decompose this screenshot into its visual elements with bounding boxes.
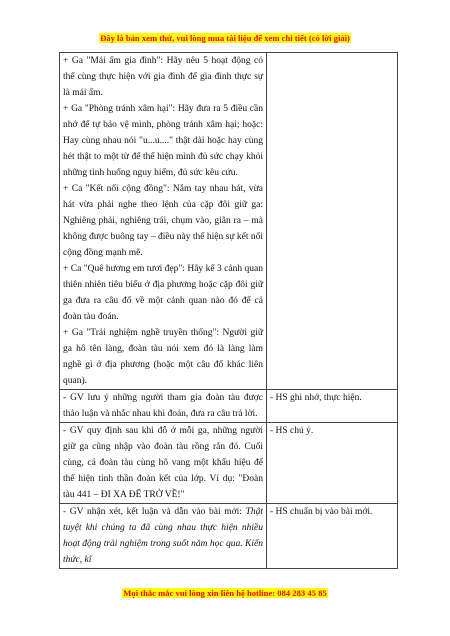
activity-paragraph: + Ca "Kết nối cộng đồng": Nắm tay nhau hát, vừa hát vừa phải nghe theo lệnh của cặp đôi giữ ga: Nghiêng phải, nghiêng trái, chụm vào, giãn ra – mà không được buông tay – điều này thể hiện sự kết nối cộng đồng mạnh mẽ. [63,184,263,258]
preview-notice-banner [0,33,450,43]
hotline-text: Mọi thắc mắc vui lòng xin liên hệ hotline: 084 283 45 85 [123,588,327,598]
lesson-plan-table [59,52,398,569]
preview-notice-text: Đây là bản xem thử, vui lòng mua tài liệu để xem chi tiết (có lời giải) [100,33,350,43]
teacher-activity-cell [60,390,267,423]
activity-paragraph: + Ca "Quê hương em tươi đẹp": Hãy kể 3 cảnh quan thiên nhiên tiêu biểu ở địa phương hoặc cặp đôi giữ ga đưa ra câu đố về một cảnh quan nào đó để cả đoàn tàu đoán. [63,264,263,322]
teacher-activity-cell [60,423,267,504]
table-row [60,390,398,423]
conclusion-italic-text: Thật tuyệt khi chúng ta đã cùng nhau thực hiện nhiều hoạt động trải nghiệm trong suốt năm học qua. Kiến thức, kĩ [63,507,263,565]
student-activity-cell [267,53,398,390]
table-row [60,53,398,390]
table-row [60,504,398,569]
table-row [60,423,398,504]
activity-paragraph: - GV lưu ý những người tham gia đoàn tàu được thảo luận và nhắc nhau khi đoán, đưa ra câu trả lời. [63,393,263,419]
student-activity-cell: - HS ghi nhớ, thực hiện. [267,390,398,423]
activity-paragraph [63,504,263,568]
student-activity-cell: - HS chú ý. [267,423,398,504]
hotline-banner [0,588,450,598]
teacher-activity-cell [60,53,267,390]
activity-paragraph: + Ga "Phòng tránh xâm hại": Hãy đưa ra 5 điều cần nhớ để tự bảo vệ mình, phòng tránh xâm hại; hoặc: Hay cùng nhau nói "u...u...." thật dài hoặc hay cùng hét thật to một từ để thể hiện mình đủ sức chạy khỏi những tình huống nguy hiểm, đủ sức kêu cứu. [63,104,263,178]
activity-paragraph: + Ga "Mái ấm gia đình": Hãy nêu 5 hoạt động có thể cùng thực hiện với gia đình để gia đình thực sự là mái ấm. [63,56,263,98]
conclusion-text: - GV nhận xét, kết luận và dẫn vào bài mới: [63,507,246,517]
student-activity-cell: - HS chuẩn bị vào bài mới. [267,504,398,569]
activity-paragraph: - GV quy định sau khi đỗ ở mỗi ga, những người giữ ga cũng nhập vào đoàn tàu rồng rắn đó. Cuối cùng, cả đoàn tàu cùng hô vang một khẩu hiệu để thể hiện tinh thần đoàn kết của lớp. Ví dụ: "Đoàn tàu 441 – ĐI XA ĐỂ TRỞ VỀ!" [63,426,263,500]
teacher-activity-cell [60,504,267,569]
activity-paragraph: + Ga "Trải nghiệm nghề truyền thống": Người giữ ga hô tên làng, đoàn tàu nói xem đó là làng làm nghề gì ở địa phương (hoặc một câu đố khác liên quan). [63,328,263,386]
